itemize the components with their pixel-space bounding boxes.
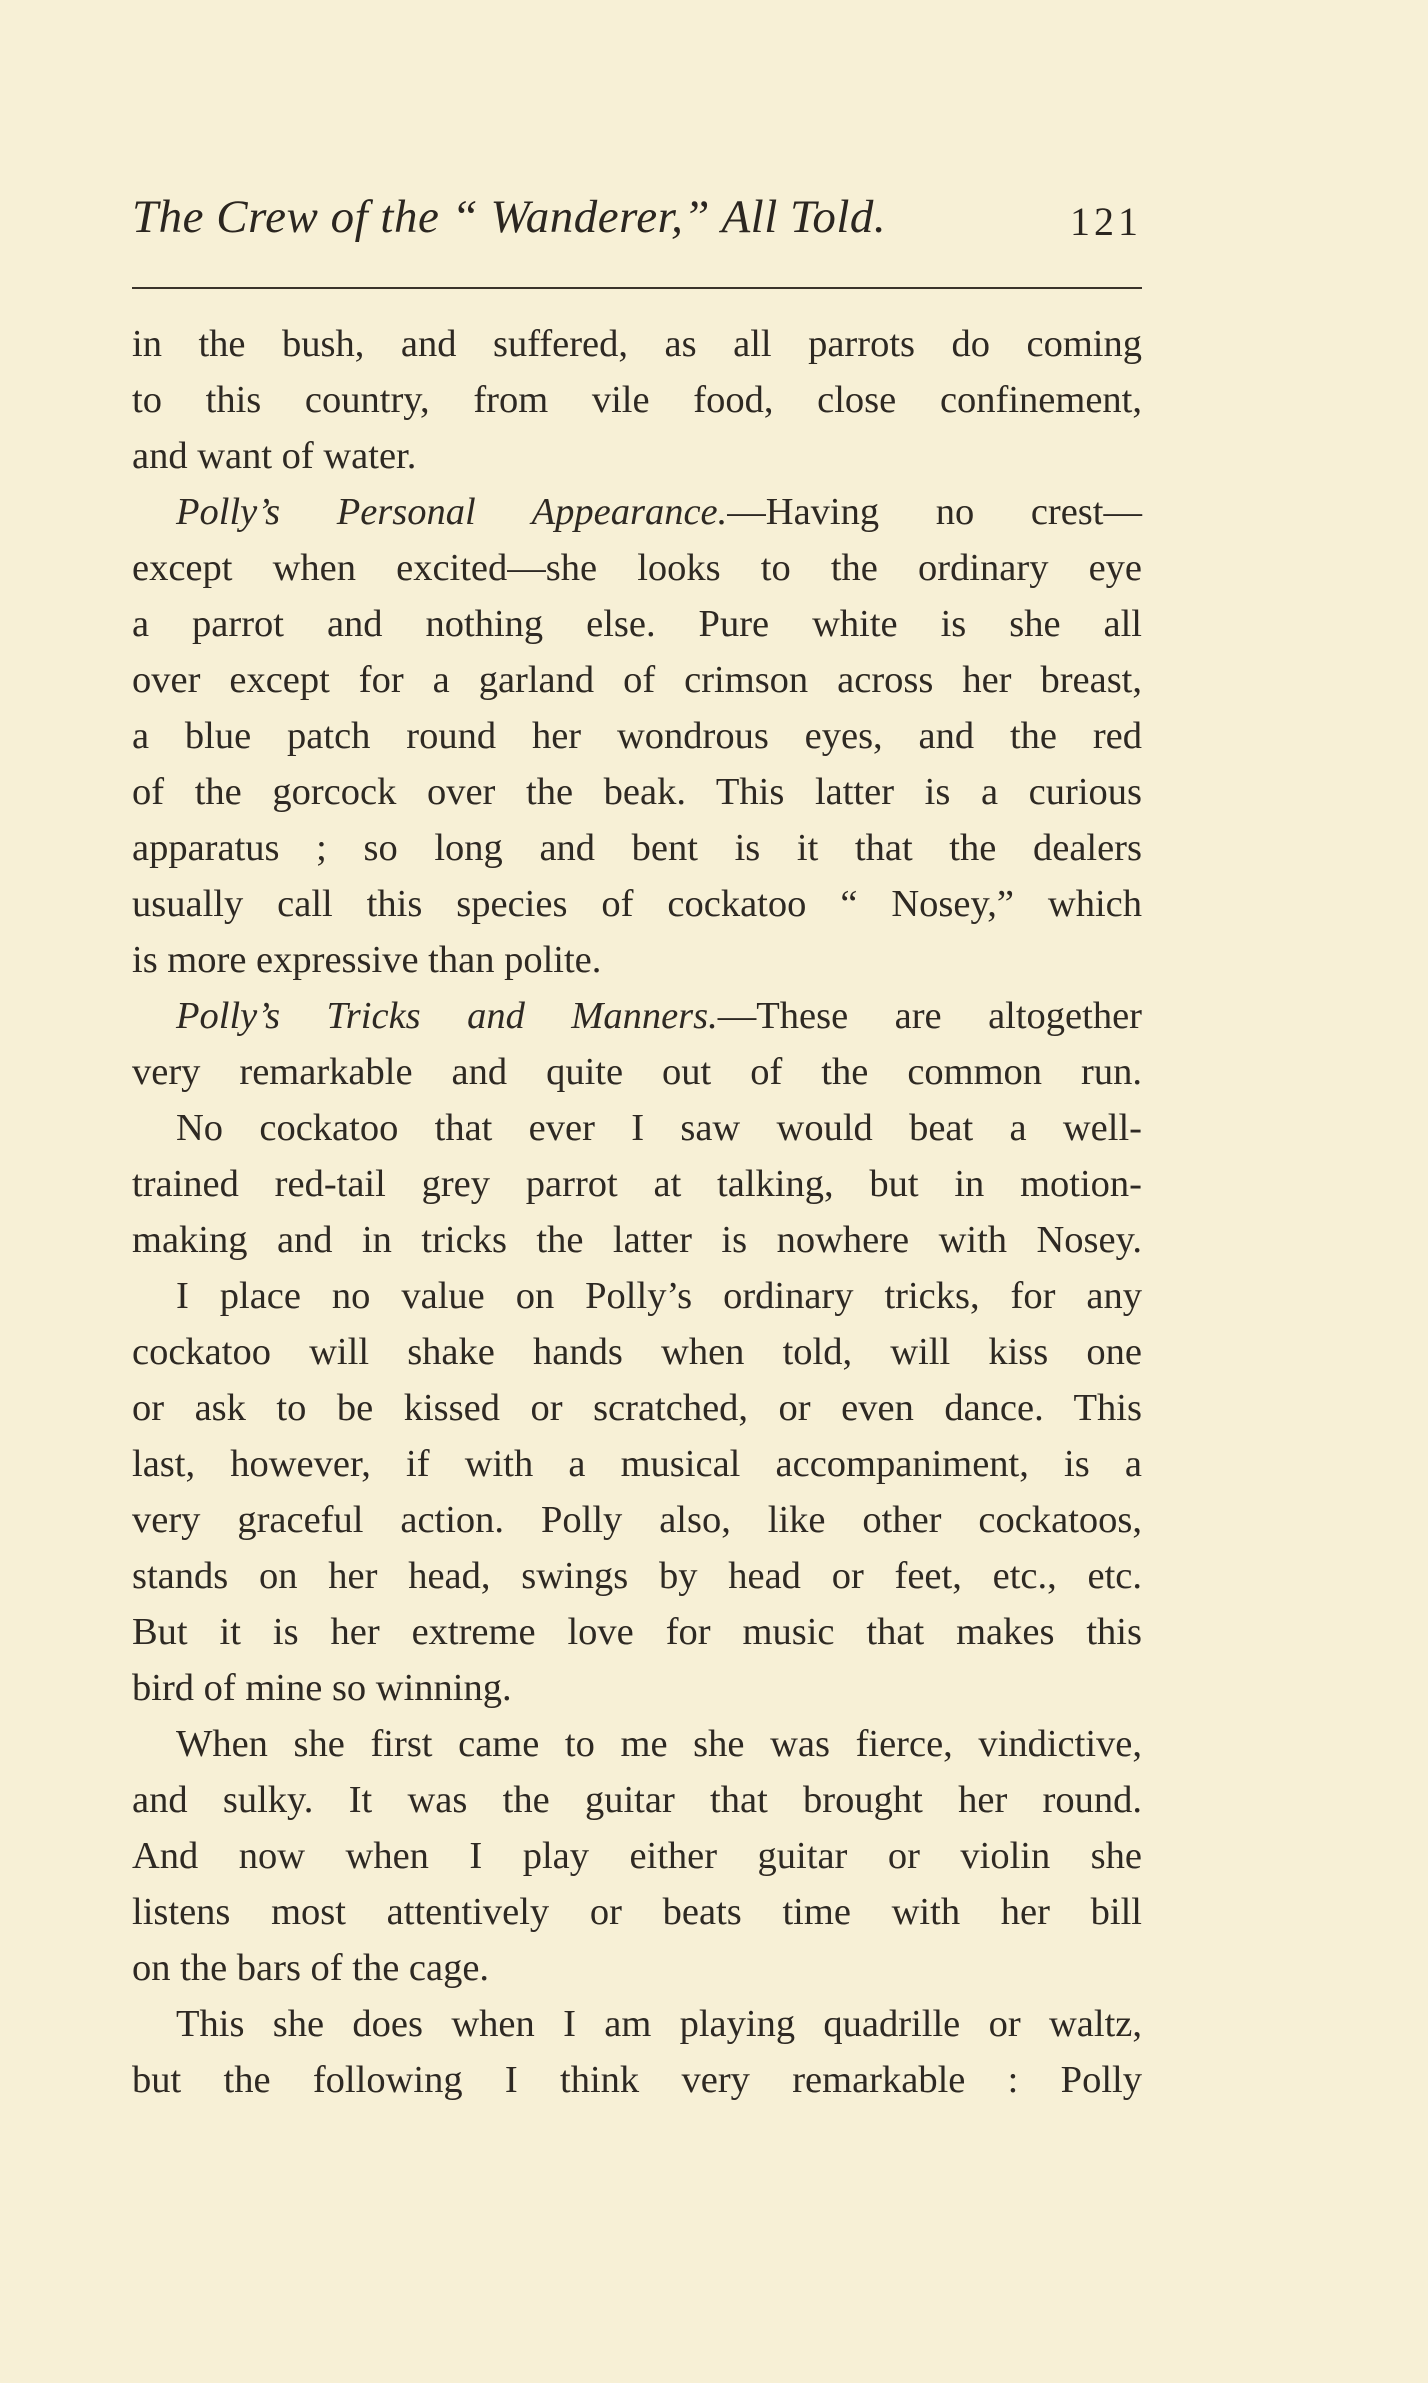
text-line: on the bars of the cage. <box>132 1947 490 1989</box>
text-line: and want of water. <box>132 435 417 477</box>
text-line: is more expressive than polite. <box>132 939 602 981</box>
text-line: cockatoo will shake hands when told, will kiss one <box>132 1331 1142 1373</box>
text-line: last, however, if with a musical accompaniment, is a <box>132 1443 1142 1485</box>
text-line: or ask to be kissed or scratched, or even dance. This <box>132 1387 1142 1429</box>
text-line <box>132 988 1142 1044</box>
text-line: very graceful action. Polly also, like other cockatoos, <box>132 1499 1142 1541</box>
text-line: trained red-tail grey parrot at talking, but in motion- <box>132 1163 1142 1205</box>
text-line: except when excited—she looks to the ordinary eye <box>132 547 1142 589</box>
text-line: over except for a garland of crimson across her breast, <box>132 659 1142 701</box>
text-line: listens most attentively or beats time with her bill <box>132 1891 1142 1933</box>
text-line: a blue patch round her wondrous eyes, and the red <box>132 715 1142 757</box>
text-line: very remarkable and quite out of the common run. <box>132 1051 1142 1093</box>
body-text <box>132 316 1142 2108</box>
text-line: making and in tricks the latter is nowhere with Nosey. <box>132 1219 1142 1261</box>
heading-text: —These are altogether <box>717 995 1142 1037</box>
text-line: a parrot and nothing else. Pure white is she all <box>132 603 1142 645</box>
text-line: but the following I think very remarkable : Polly <box>132 2059 1142 2101</box>
text-line: and sulky. It was the guitar that brought her round. <box>132 1779 1142 1821</box>
text-line: And now when I play either guitar or violin she <box>132 1835 1142 1877</box>
text-line: I place no value on Polly’s ordinary tricks, for any <box>176 1275 1142 1317</box>
text-line: No cockatoo that ever I saw would beat a well- <box>176 1107 1142 1149</box>
text-line: to this country, from vile food, close confinement, <box>132 379 1142 421</box>
header-rule <box>132 287 1142 289</box>
section-heading: Polly’s Personal Appearance. <box>176 491 728 533</box>
text-line: bird of mine so winning. <box>132 1667 512 1709</box>
section-heading: Polly’s Tricks and Manners. <box>176 995 718 1037</box>
text-line: But it is her extreme love for music that makes this <box>132 1611 1142 1653</box>
heading-text: —Having no crest— <box>727 491 1142 533</box>
text-line: usually call this species of cockatoo “ Nosey,” which <box>132 883 1142 925</box>
text-line: When she first came to me she was fierce, vindictive, <box>176 1723 1142 1765</box>
page-number: 121 <box>1070 199 1142 244</box>
text-line: of the gorcock over the beak. This latter is a curious <box>132 771 1142 813</box>
text-line <box>132 484 1142 540</box>
text-line: This she does when I am playing quadrille or waltz, <box>176 2003 1142 2045</box>
text-line: in the bush, and suffered, as all parrots do coming <box>132 323 1142 365</box>
page-header <box>132 190 1142 260</box>
running-title: The Crew of the “ Wanderer,” All Told. <box>132 191 887 243</box>
text-line: stands on her head, swings by head or feet, etc., etc. <box>132 1555 1142 1597</box>
text-line: apparatus ; so long and bent is it that the dealers <box>132 827 1142 869</box>
